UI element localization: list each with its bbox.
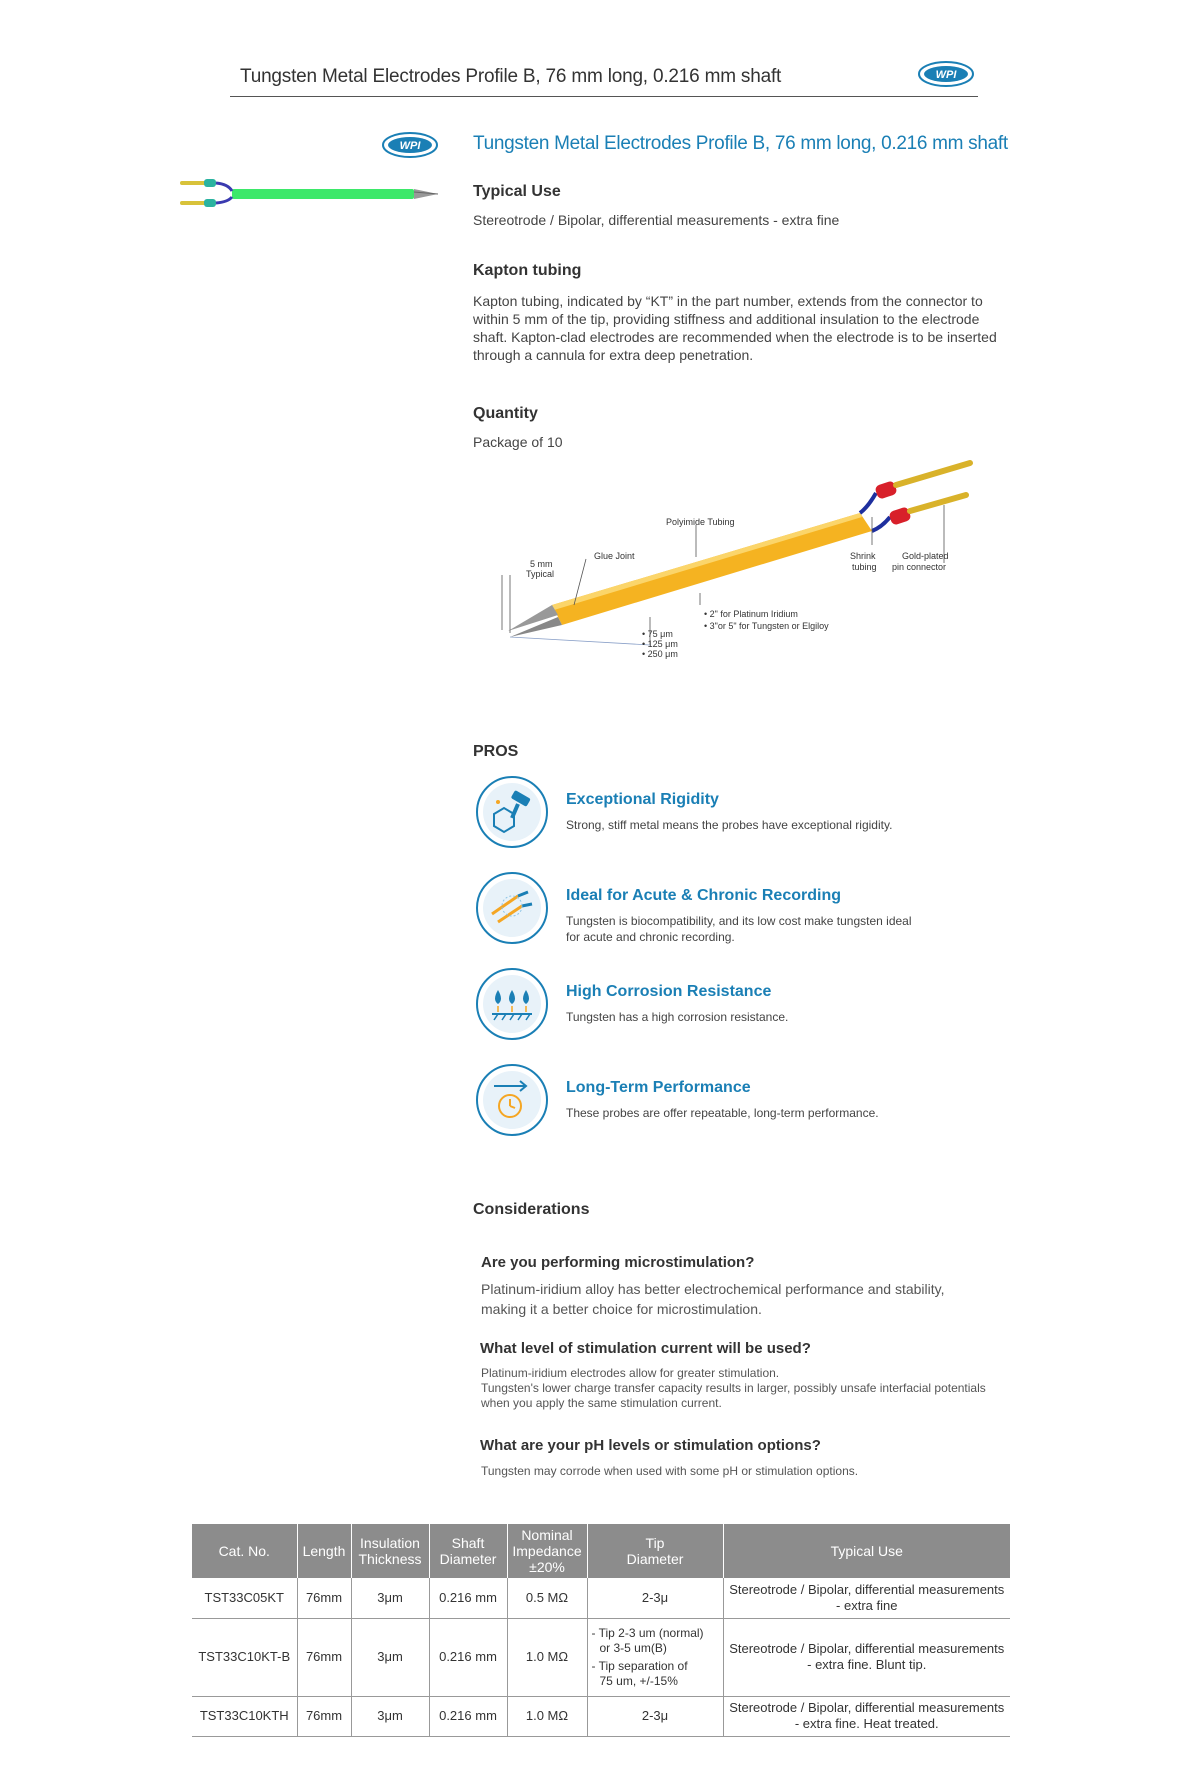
- cell-tip: - Tip 2-3 um (normal) or 3-5 um(B) - Tip separation of 75 um, +/-15%: [587, 1618, 723, 1696]
- wpi-logo-header: [918, 60, 974, 93]
- answer-stimulation-current: [481, 1366, 986, 1411]
- pro-desc-line: for acute and chronic recording.: [566, 930, 735, 944]
- pro-title-long-term: Long-Term Performance: [566, 1079, 751, 1096]
- label-length-1: • 2" for Platinum Iridium: [704, 609, 798, 619]
- answer-line: Tungsten's lower charge transfer capacity results in larger, possibly unsafe interfacial potentials: [481, 1381, 986, 1395]
- cell-shaft: 0.216 mm: [429, 1578, 507, 1618]
- svg-text:WPI: WPI: [935, 69, 957, 81]
- considerations-heading: Considerations: [473, 1201, 590, 1218]
- question-microstimulation: Are you performing microstimulation?: [481, 1254, 755, 1271]
- answer-line: Platinum-iridium electrodes allow for greater stimulation.: [481, 1366, 780, 1380]
- table-row: [192, 1578, 1010, 1618]
- cell-length: 76mm: [297, 1618, 351, 1696]
- col-header-cat: Cat. No.: [192, 1524, 297, 1578]
- label-gold-1: Gold-plated: [902, 551, 949, 561]
- label-gold-2: pin connector: [892, 562, 947, 572]
- pro-title-rigidity: Exceptional Rigidity: [566, 791, 719, 808]
- cell-tip: 2-3μ: [587, 1578, 723, 1618]
- cell-insulation: 3μm: [351, 1578, 429, 1618]
- spec-table: [192, 1524, 1010, 1737]
- label-diameter-1: • 75 μm: [642, 629, 673, 639]
- table-header-row: [192, 1524, 1010, 1578]
- cell-cat: TST33C10KTH: [192, 1696, 297, 1736]
- droplets-icon: [476, 968, 548, 1040]
- kapton-line: within 5 mm of the tip, providing stiffness and additional insulation to the electrode: [473, 311, 980, 327]
- electrode-icon: [476, 872, 548, 944]
- header-divider: [230, 96, 978, 97]
- question-stimulation-current: What level of stimulation current will be used?: [480, 1340, 811, 1357]
- question-ph-levels: What are your pH levels or stimulation options?: [480, 1437, 821, 1454]
- cell-shaft: 0.216 mm: [429, 1696, 507, 1736]
- label-shrink-2: tubing: [852, 562, 877, 572]
- kapton-text: [473, 292, 1033, 364]
- electrode-diagram: [500, 455, 980, 680]
- pros-heading: PROS: [473, 743, 519, 760]
- cell-shaft: 0.216 mm: [429, 1618, 507, 1696]
- kapton-line: shaft. Kapton-clad electrodes are recommended when the electrode is to be inserted: [473, 329, 997, 345]
- answer-line: Platinum-iridium alloy has better electrochemical performance and stability,: [481, 1281, 945, 1297]
- label-diameter-3: • 250 μm: [642, 649, 678, 659]
- cell-cat: TST33C10KT-B: [192, 1618, 297, 1696]
- product-title: Tungsten Metal Electrodes Profile B, 76 mm long, 0.216 mm shaft: [473, 133, 1008, 154]
- cell-tip: 2-3μ: [587, 1696, 723, 1736]
- pro-title-acute-chronic: Ideal for Acute & Chronic Recording: [566, 887, 841, 904]
- label-shrink-1: Shrink: [850, 551, 876, 561]
- hammer-icon: [476, 776, 548, 848]
- pro-desc-acute-chronic: [566, 913, 912, 945]
- pro-desc-corrosion: Tungsten has a high corrosion resistance.: [566, 1010, 789, 1024]
- col-header-insulation: Insulation Thickness: [351, 1524, 429, 1578]
- cell-insulation: 3μm: [351, 1618, 429, 1696]
- col-header-shaft: Shaft Diameter: [429, 1524, 507, 1578]
- label-typical: Typical: [526, 569, 555, 579]
- svg-text:WPI: WPI: [399, 140, 421, 152]
- cell-use: Stereotrode / Bipolar, differential measurements - extra fine: [723, 1578, 1010, 1618]
- cell-impedance: 1.0 MΩ: [507, 1618, 587, 1696]
- pro-desc-line: Tungsten is biocompatibility, and its low cost make tungsten ideal: [566, 914, 912, 928]
- kapton-line: through a cannula for extra deep penetration.: [473, 347, 754, 363]
- label-5mm: 5 mm: [530, 559, 553, 569]
- answer-line: making it a better choice for microstimulation.: [481, 1301, 762, 1317]
- label-polyimide: Polyimide Tubing: [666, 517, 735, 527]
- cell-cat: TST33C05KT: [192, 1578, 297, 1618]
- cell-impedance: 1.0 MΩ: [507, 1696, 587, 1736]
- wpi-logo-small: [382, 131, 438, 164]
- cell-use: Stereotrode / Bipolar, differential measurements - extra fine. Heat treated.: [723, 1696, 1010, 1736]
- label-glue: Glue Joint: [594, 551, 635, 561]
- typical-use-text: Stereotrode / Bipolar, differential measurements - extra fine: [473, 212, 840, 228]
- col-header-length: Length: [297, 1524, 351, 1578]
- kapton-line: Kapton tubing, indicated by “KT” in the part number, extends from the connector to: [473, 293, 983, 309]
- product-thumbnail-image: [176, 176, 440, 217]
- answer-microstimulation: [481, 1279, 945, 1319]
- answer-ph-levels: Tungsten may corrode when used with some pH or stimulation options.: [481, 1464, 859, 1478]
- typical-use-heading: Typical Use: [473, 183, 561, 200]
- label-diameter-2: • 125 μm: [642, 639, 678, 649]
- page-header-title: Tungsten Metal Electrodes Profile B, 76 mm long, 0.216 mm shaft: [240, 66, 782, 87]
- cell-insulation: 3μm: [351, 1696, 429, 1736]
- clock-icon: [476, 1064, 548, 1136]
- quantity-text: Package of 10: [473, 434, 563, 450]
- pro-desc-rigidity: Strong, stiff metal means the probes have exceptional rigidity.: [566, 818, 893, 832]
- pro-desc-long-term: These probes are offer repeatable, long-term performance.: [566, 1106, 879, 1120]
- pro-title-corrosion: High Corrosion Resistance: [566, 983, 772, 1000]
- answer-line: when you apply the same stimulation current.: [481, 1396, 722, 1410]
- kapton-heading: Kapton tubing: [473, 262, 582, 279]
- quantity-heading: Quantity: [473, 405, 538, 422]
- table-row: [192, 1618, 1010, 1696]
- col-header-tip: Tip Diameter: [587, 1524, 723, 1578]
- label-length-2: • 3"or 5" for Tungsten or Elgiloy: [704, 621, 829, 631]
- table-row: [192, 1696, 1010, 1736]
- cell-use: Stereotrode / Bipolar, differential measurements - extra fine. Blunt tip.: [723, 1618, 1010, 1696]
- cell-impedance: 0.5 MΩ: [507, 1578, 587, 1618]
- col-header-use: Typical Use: [723, 1524, 1010, 1578]
- cell-length: 76mm: [297, 1578, 351, 1618]
- cell-length: 76mm: [297, 1696, 351, 1736]
- col-header-impedance: Nominal Impedance ±20%: [507, 1524, 587, 1578]
